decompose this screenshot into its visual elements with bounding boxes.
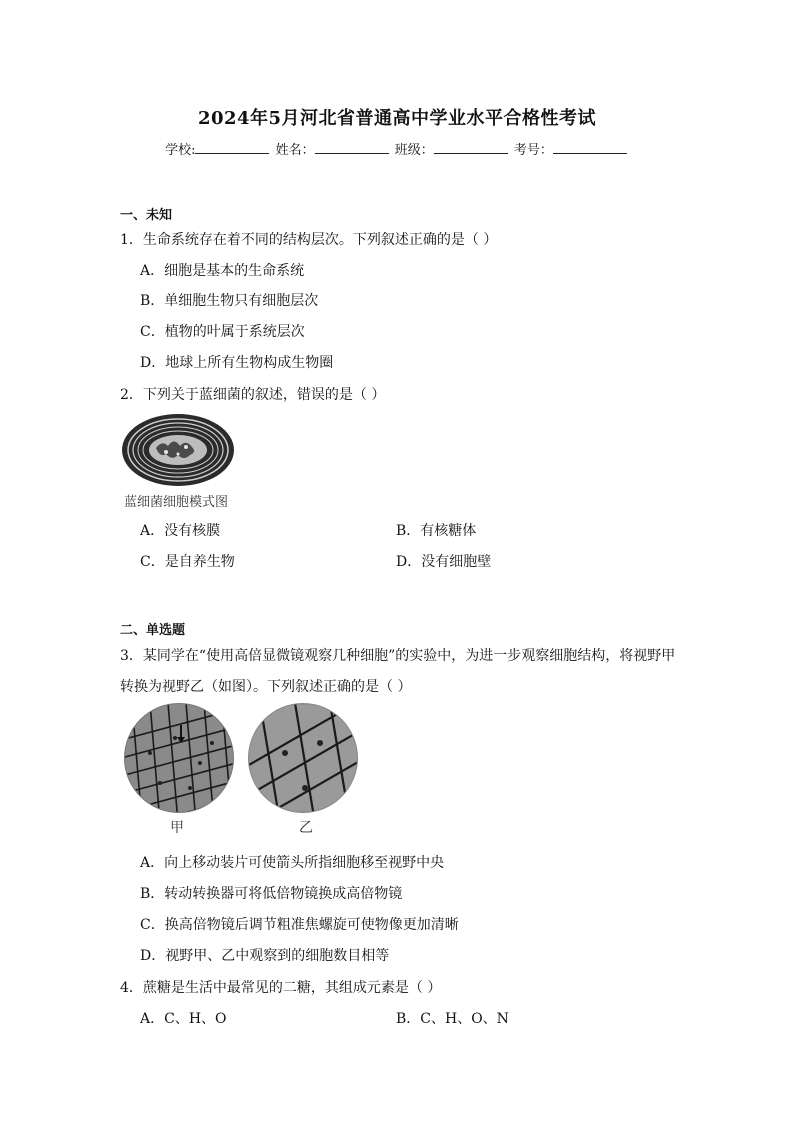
question-1-option-d[interactable]: D．地球上所有生物构成生物圈 bbox=[140, 355, 334, 371]
exam-number-label: 考号： bbox=[513, 143, 553, 158]
question-2-option-a[interactable]: A．没有核膜 bbox=[140, 523, 221, 539]
question-4-option-b[interactable]: B．C、H、O、N bbox=[396, 1011, 509, 1027]
question-2-option-b[interactable]: B．有核糖体 bbox=[396, 523, 477, 539]
question-3-option-b[interactable]: B．转动转换器可将低倍物镜换成高倍物镜 bbox=[140, 886, 403, 902]
question-1-option-a[interactable]: A．细胞是基本的生命系统 bbox=[140, 263, 305, 279]
microscope-view-yi bbox=[245, 703, 361, 813]
question-3-stem-line2: 转换为视野乙（如图）。下列叙述正确的是（ ） bbox=[120, 679, 412, 695]
question-3-option-a[interactable]: A．向上移动装片可使箭头所指细胞移至视野中央 bbox=[140, 855, 445, 871]
question-4-stem: 4．蔗糖是生活中最常见的二糖，其组成元素是（ ） bbox=[120, 980, 442, 996]
question-2-option-d[interactable]: D．没有细胞壁 bbox=[396, 554, 492, 570]
school-label: 学校: bbox=[165, 143, 196, 158]
section-heading-unknown: 一、未知 bbox=[120, 208, 173, 223]
cyanobacteria-diagram bbox=[120, 412, 236, 488]
question-3-option-c[interactable]: C．换高倍物镜后调节粗准焦螺旋可使物像更加清晰 bbox=[140, 917, 459, 933]
name-label: 姓名： bbox=[275, 143, 315, 158]
figure-label-jia: 甲 bbox=[170, 820, 184, 836]
question-1-option-c[interactable]: C．植物的叶属于系统层次 bbox=[140, 324, 305, 340]
question-3-option-d[interactable]: D．视野甲、乙中观察到的细胞数目相等 bbox=[140, 948, 390, 964]
question-3-stem-line1: 3．某同学在“使用高倍显微镜观察几种细胞”的实验中，为进一步观察细胞结构，将视野甲 bbox=[120, 648, 676, 664]
class-label: 班级： bbox=[394, 143, 434, 158]
name-blank[interactable] bbox=[315, 139, 389, 154]
school-blank[interactable] bbox=[195, 139, 269, 154]
exam-number-blank[interactable] bbox=[553, 139, 627, 154]
question-4-option-a[interactable]: A．C、H、O bbox=[140, 1011, 227, 1027]
cyanobacteria-caption: 蓝细菌细胞模式图 bbox=[124, 495, 229, 510]
exam-title: 2024年5月河北省普通高中学业水平合格性考试 bbox=[197, 108, 597, 129]
figure-label-yi: 乙 bbox=[299, 820, 313, 836]
question-2-option-c[interactable]: C．是自养生物 bbox=[140, 554, 235, 570]
student-info-line bbox=[0, 139, 794, 158]
section-heading-single-choice: 二、单选题 bbox=[120, 623, 186, 638]
question-2-stem: 2．下列关于蓝细菌的叙述，错误的是（ ） bbox=[120, 387, 386, 403]
class-blank[interactable] bbox=[434, 139, 508, 154]
microscope-view-jia bbox=[120, 703, 238, 813]
question-1-stem: 1．生命系统存在着不同的结构层次。下列叙述正确的是（ ） bbox=[120, 232, 498, 248]
question-1-option-b[interactable]: B．单细胞生物只有细胞层次 bbox=[140, 293, 319, 309]
